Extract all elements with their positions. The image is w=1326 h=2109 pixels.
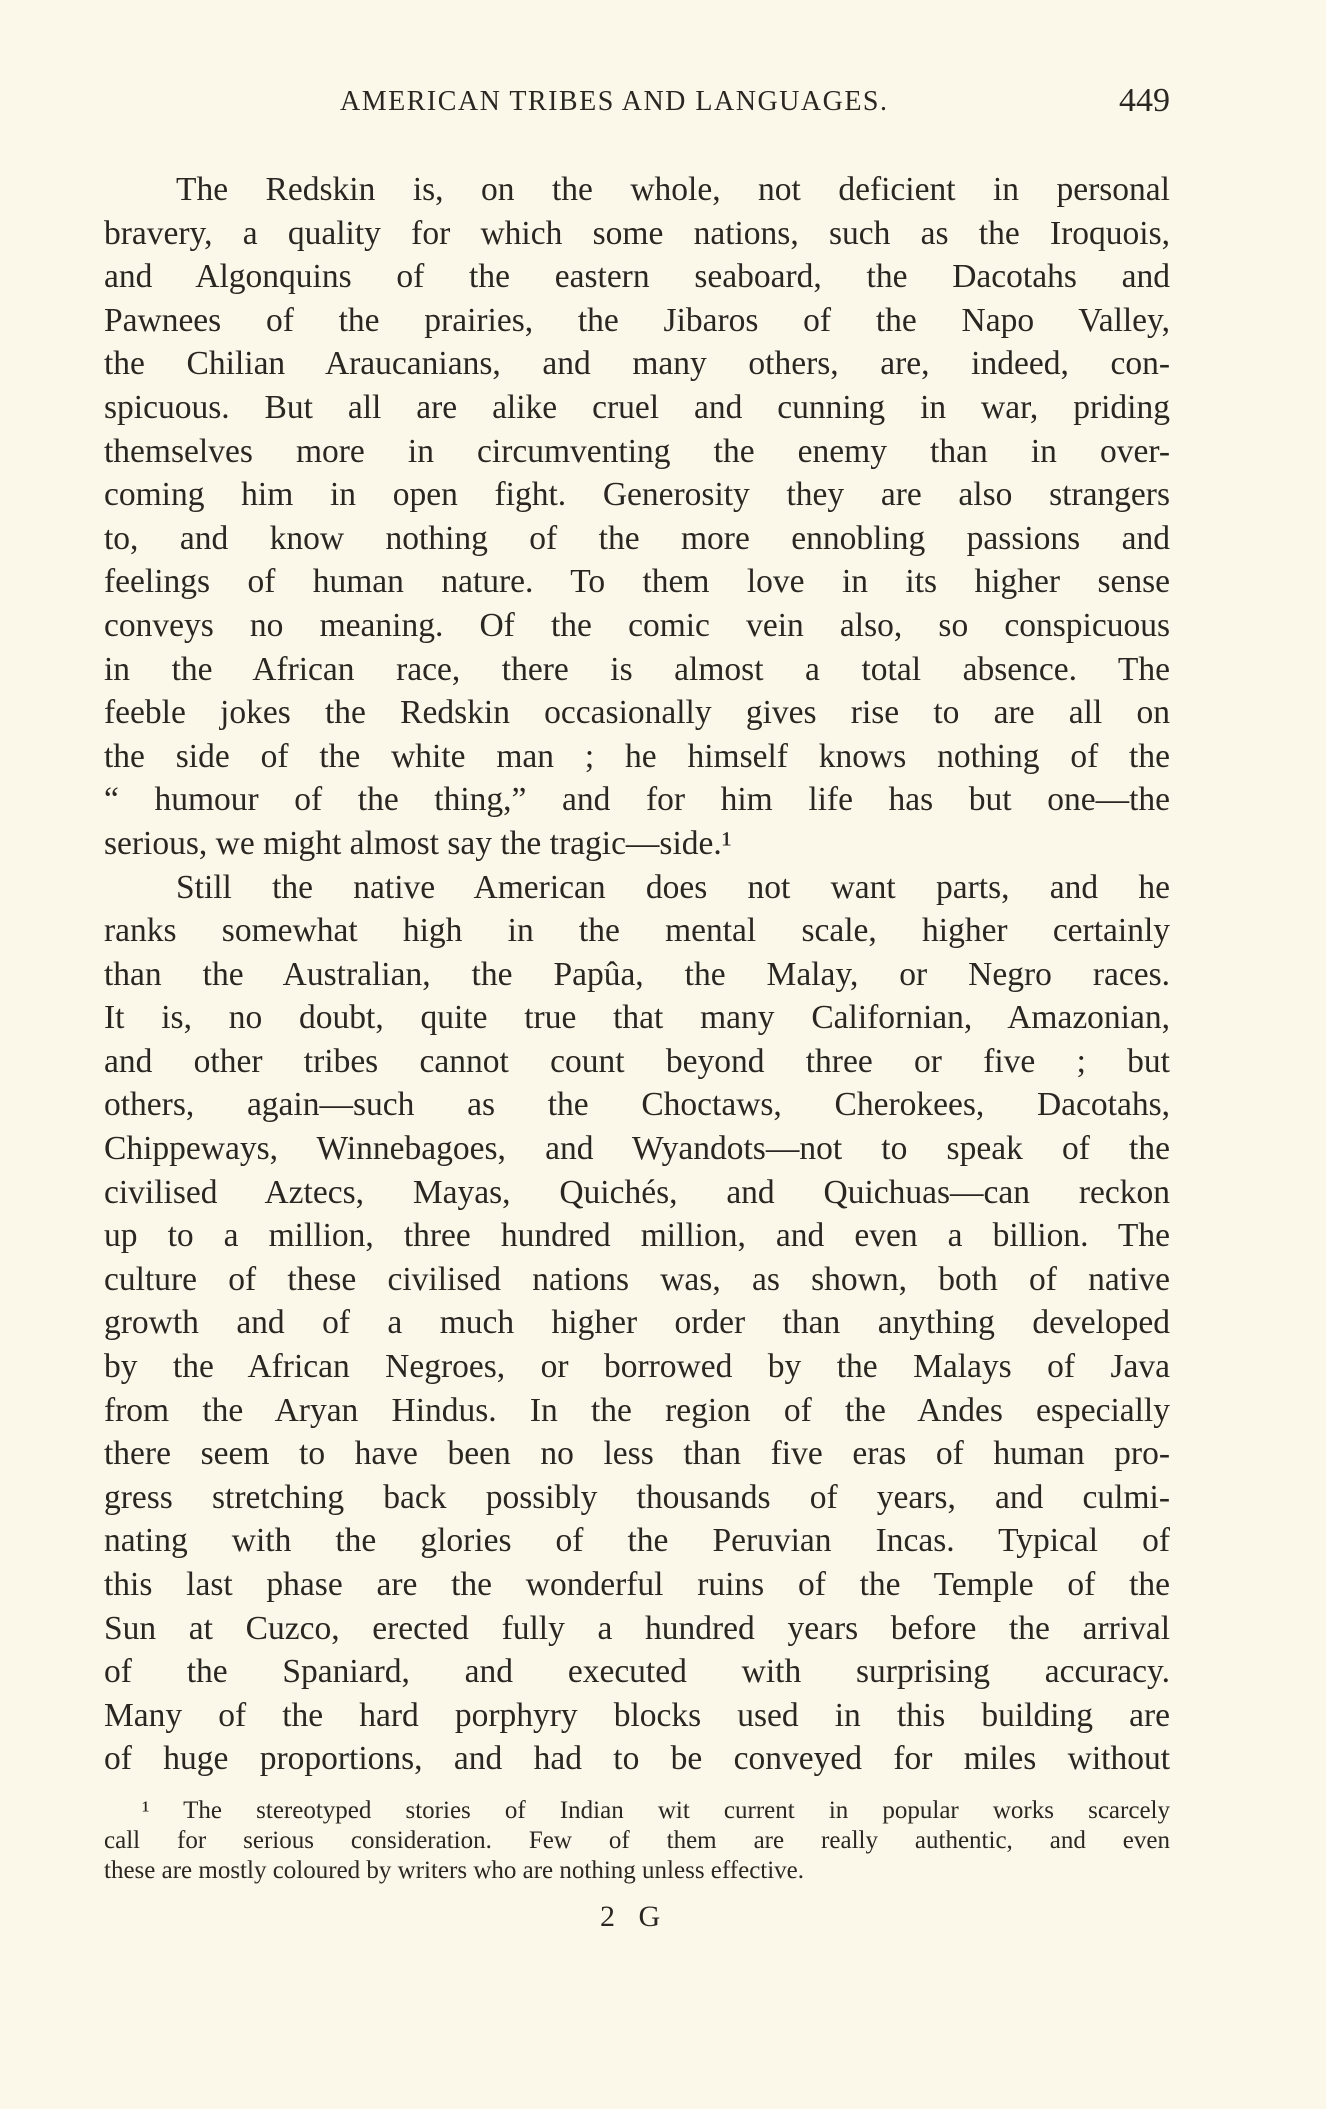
- text-line: spicuous. But all are alike cruel and cunning in war, priding: [104, 388, 1170, 426]
- body-text: [104, 168, 1170, 1781]
- text-line: growth and of a much higher order than anything developed: [104, 1304, 1170, 1342]
- text-line: the Chilian Araucanians, and many others, are, indeed, con-: [104, 345, 1170, 383]
- text-line: there seem to have been no less than five eras of human pro-: [104, 1435, 1170, 1473]
- text-line: serious, we might almost say the tragic—side.¹: [104, 824, 732, 862]
- text-line: feeble jokes the Redskin occasionally gives rise to are all on: [104, 694, 1170, 732]
- text-line: by the African Negroes, or borrowed by the Malays of Java: [104, 1348, 1170, 1386]
- signature-mark: 2 G: [600, 1900, 669, 1933]
- text-line: Pawnees of the prairies, the Jibaros of the Napo Valley,: [104, 301, 1170, 339]
- text-line: coming him in open fight. Generosity they are also strangers: [104, 476, 1170, 514]
- text-line: to, and know nothing of the more ennobling passions and: [104, 519, 1170, 557]
- text-line: “ humour of the thing,” and for him life has but one—the: [104, 781, 1170, 819]
- text-line: others, again—such as the Choctaws, Cherokees, Dacotahs,: [104, 1086, 1170, 1124]
- text-line: Many of the hard porphyry blocks used in this building are: [104, 1696, 1170, 1734]
- footnote-line: ¹ The stereotyped stories of Indian wit current in popular works scarcely: [142, 1797, 1170, 1824]
- text-line: and Algonquins of the eastern seaboard, the Dacotahs and: [104, 258, 1170, 296]
- text-line: themselves more in circumventing the enemy than in over-: [104, 432, 1170, 470]
- text-line: ranks somewhat high in the mental scale, higher certainly: [104, 912, 1170, 950]
- text-line: nating with the glories of the Peruvian Incas. Typical of: [104, 1522, 1170, 1560]
- text-line: this last phase are the wonderful ruins of the Temple of the: [104, 1566, 1170, 1603]
- text-line: than the Australian, the Papûa, the Malay, or Negro races.: [104, 955, 1170, 993]
- text-line: Still the native American does not want parts, and he: [176, 868, 1170, 906]
- footnote-line: these are mostly coloured by writers who are nothing unless effective.: [104, 1857, 805, 1884]
- text-line: culture of these civilised nations was, as shown, both of native: [104, 1260, 1170, 1298]
- text-line: bravery, a quality for which some nations, such as the Iroquois,: [104, 214, 1170, 252]
- text-line: from the Aryan Hindus. In the region of the Andes especially: [104, 1391, 1170, 1429]
- text-line: in the African race, there is almost a total absence. The: [104, 650, 1170, 688]
- text-line: The Redskin is, on the whole, not deficient in personal: [176, 171, 1170, 208]
- text-line: up to a million, three hundred million, and even a billion. The: [104, 1217, 1170, 1255]
- text-line: It is, no doubt, quite true that many Californian, Amazonian,: [104, 999, 1170, 1037]
- text-line: of the Spaniard, and executed with surprising accuracy.: [104, 1653, 1170, 1691]
- text-line: gress stretching back possibly thousands of years, and culmi-: [104, 1478, 1170, 1516]
- footnotes: [104, 1796, 1170, 1886]
- running-head: [340, 82, 1170, 126]
- page-number: 449: [1119, 82, 1170, 119]
- text-line: Chippeways, Winnebagoes, and Wyandots—not to speak of the: [104, 1130, 1170, 1168]
- running-title: AMERICAN TRIBES AND LANGUAGES.: [340, 86, 889, 117]
- text-line: and other tribes cannot count beyond three or five ; but: [104, 1042, 1170, 1080]
- text-line: of huge proportions, and had to be conveyed for miles without: [104, 1740, 1170, 1778]
- text-line: civilised Aztecs, Mayas, Quichés, and Quichuas—can reckon: [104, 1173, 1170, 1211]
- text-line: Sun at Cuzco, erected fully a hundred years before the arrival: [104, 1609, 1170, 1647]
- text-line: the side of the white man ; he himself knows nothing of the: [104, 737, 1170, 775]
- text-line: feelings of human nature. To them love in its higher sense: [104, 563, 1170, 601]
- footnote-line: call for serious consideration. Few of them are really authentic, and even: [104, 1827, 1170, 1854]
- text-line: conveys no meaning. Of the comic vein also, so conspicuous: [104, 606, 1170, 644]
